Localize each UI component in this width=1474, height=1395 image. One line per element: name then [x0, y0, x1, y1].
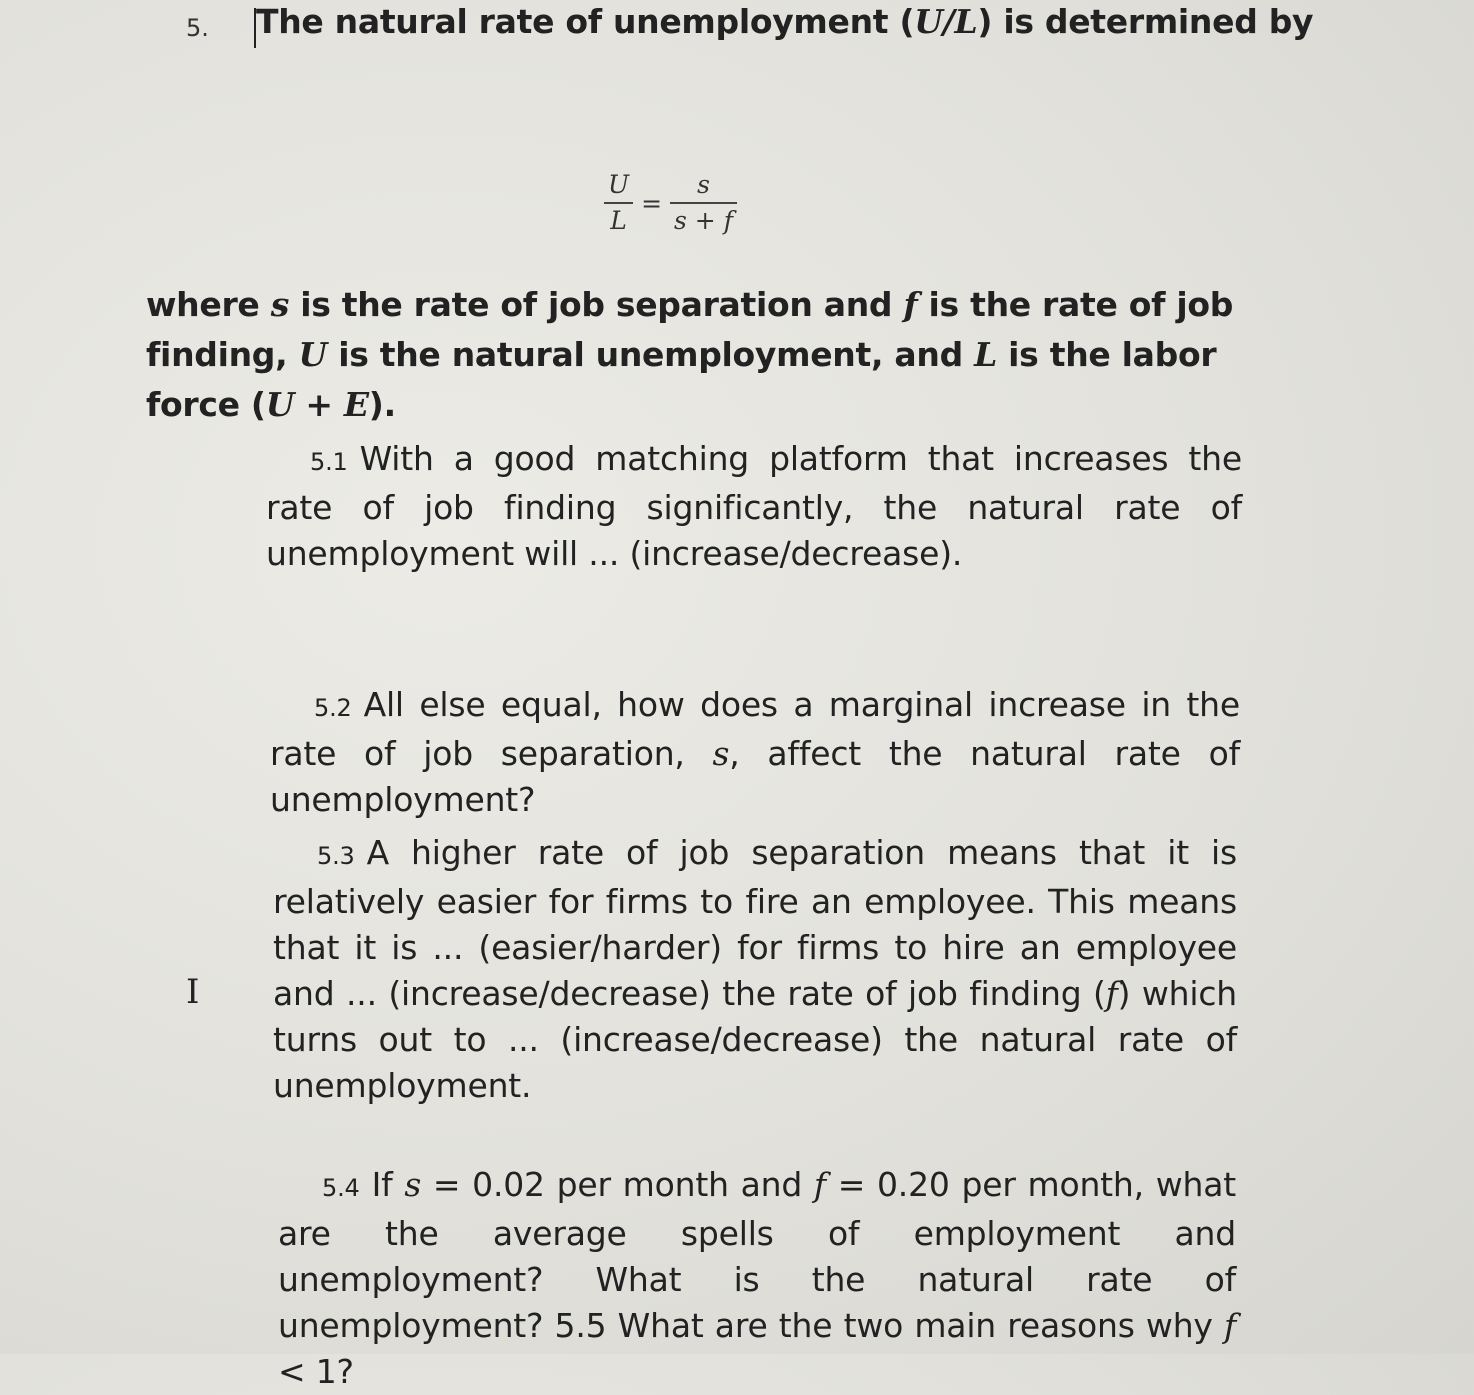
question-number: 5.: [186, 14, 209, 42]
subquestion-number: 5.2: [314, 694, 352, 722]
subquestion-5-1: [266, 436, 1242, 577]
formula-lhs-numerator: U: [608, 170, 630, 199]
subquestion-text: With a good matching platform that increases the rate of job finding significantly, the natural rate of unemployment will ... (increase/decrease).: [266, 439, 1242, 573]
formula-equals: =: [641, 188, 663, 218]
formula-rhs-numerator: s: [697, 170, 710, 199]
subquestion-5-4: 5.4 If s = 0.02 per month and f = 0.20 per month, what are the average spells of employment and unemployment? What is the natural rate of unemployment? 5.5 What are the two main reasons why f < 1?: [278, 1165, 1236, 1391]
unemployment-formula: [604, 168, 737, 238]
definition-paragraph: where s is the rate of job separation and f is the rate of job finding, U is the natural unemployment, and L is the labor force (U + E).: [146, 285, 1234, 424]
subquestion-number: 5.1: [310, 448, 348, 476]
subquestion-5-2: 5.2 All else equal, how does a marginal increase in the rate of job separation, s, affect the natural rate of unemployment?: [270, 685, 1240, 819]
formula-rhs-denominator: s + f: [674, 206, 733, 235]
subquestion-number: 5.3: [317, 842, 355, 870]
formula-rhs-fraction: [670, 168, 737, 238]
ibeam-cursor-icon: I: [186, 972, 200, 1012]
formula-lhs-fraction: [604, 168, 633, 238]
question-heading: The natural rate of unemployment (U/L) is determined by: [256, 2, 1314, 41]
formula-lhs-denominator: L: [610, 206, 627, 235]
subquestion-number: 5.4: [322, 1174, 360, 1202]
subquestion-5-3: 5.3 A higher rate of job separation means that it is relatively easier for firms to fire an employee. This means that it is ... (easier/harder) for firms to hire an employee and ... (increase/decrease) the rate of job finding (f) which turns out to ... (increase/decrease) the natural rate of unemployment.: [273, 833, 1237, 1105]
